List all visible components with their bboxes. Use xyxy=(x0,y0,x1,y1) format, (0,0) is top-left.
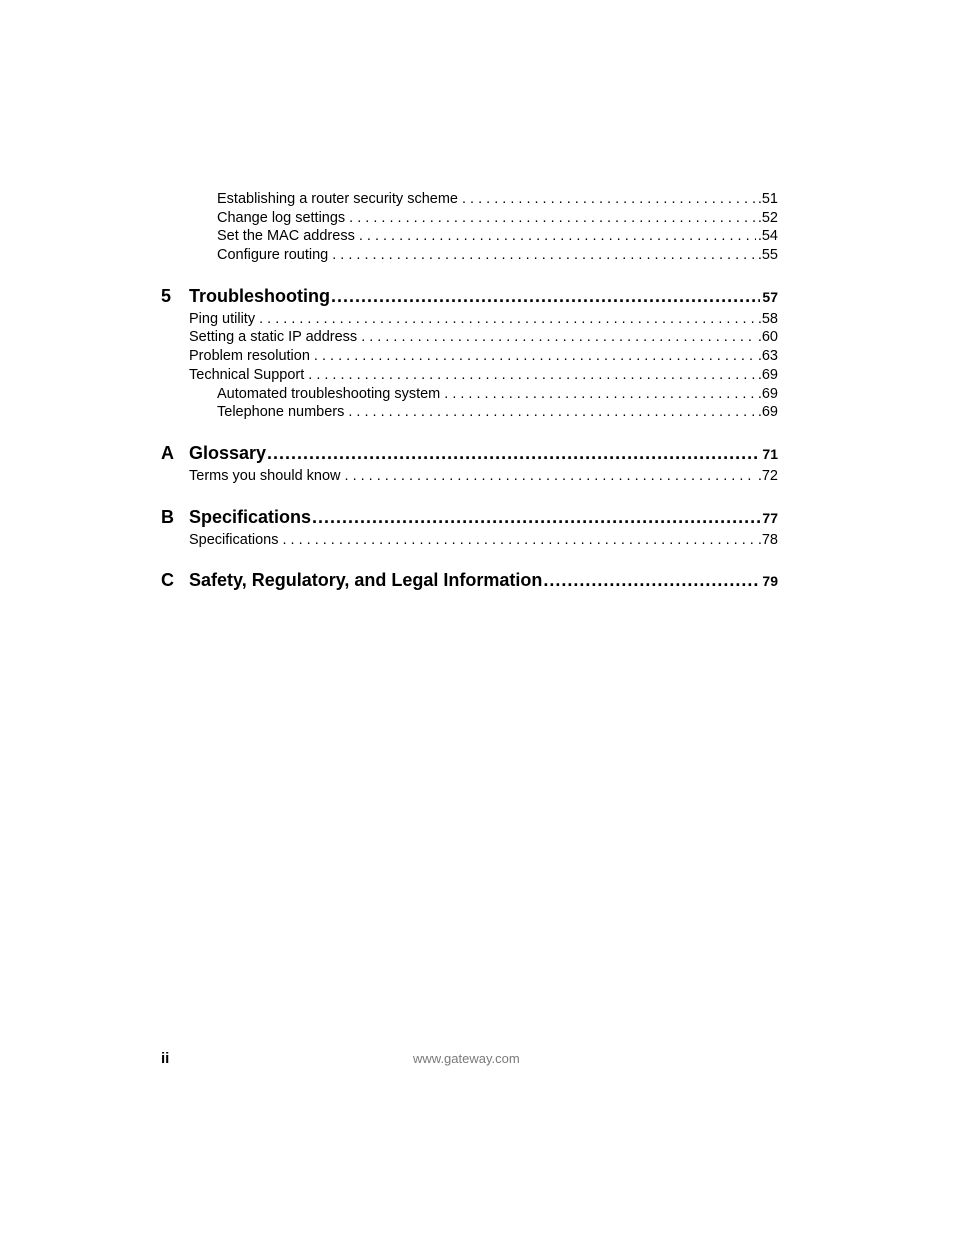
toc-entry-page: .52 xyxy=(757,209,778,226)
toc-entry[interactable] xyxy=(161,403,778,422)
toc-entry-page: .55 xyxy=(757,247,778,264)
table-of-contents xyxy=(161,190,778,593)
toc-entry-page: .72 xyxy=(757,467,778,484)
chapter-page: 77 xyxy=(762,509,778,526)
toc-entry-title: Setting a static IP address xyxy=(189,329,358,346)
dot-leader xyxy=(361,328,756,347)
dot-leader xyxy=(348,403,755,422)
chapter-number: 5 xyxy=(161,285,172,306)
toc-entry-page: .78 xyxy=(757,531,778,548)
dot-leader xyxy=(267,440,760,466)
toc-entry-page: .69 xyxy=(757,404,778,421)
dot-leader xyxy=(282,531,755,550)
chapter-number: A xyxy=(161,442,174,463)
chapter-title: Safety, Regulatory, and Legal Information xyxy=(189,570,543,591)
dot-leader xyxy=(444,385,756,404)
toc-entry[interactable] xyxy=(161,328,778,347)
chapter-number: B xyxy=(161,506,174,527)
toc-chapter-troubleshooting[interactable] xyxy=(161,283,778,309)
toc-entry[interactable] xyxy=(161,227,778,246)
toc-entry-page: .69 xyxy=(757,366,778,383)
dot-leader xyxy=(331,283,760,309)
chapter-title: Specifications xyxy=(189,506,312,527)
toc-entry[interactable] xyxy=(161,366,778,385)
toc-entry[interactable] xyxy=(161,531,778,550)
toc-entry[interactable] xyxy=(161,310,778,329)
toc-entry-page: .54 xyxy=(757,228,778,245)
toc-entry-page: .69 xyxy=(757,385,778,402)
toc-entry-page: .58 xyxy=(757,310,778,327)
toc-entry-title: Terms you should know xyxy=(189,467,341,484)
footer-url[interactable]: www.gateway.com xyxy=(413,1051,520,1066)
toc-chapter-glossary[interactable] xyxy=(161,440,778,466)
toc-entry[interactable] xyxy=(161,385,778,404)
toc-entry-page: .51 xyxy=(757,191,778,207)
chapter-page: 79 xyxy=(762,573,778,590)
chapter-title: Glossary xyxy=(189,442,267,463)
dot-leader xyxy=(308,366,756,385)
spacer xyxy=(161,549,778,567)
chapter-page: 57 xyxy=(762,288,778,305)
toc-entry-title: Automated troubleshooting system xyxy=(217,385,441,402)
toc-entry[interactable] xyxy=(161,347,778,366)
toc-entry-title: Ping utility xyxy=(189,310,256,327)
dot-leader xyxy=(332,246,756,265)
toc-entry[interactable] xyxy=(161,246,778,265)
toc-entry-title: Telephone numbers xyxy=(217,404,345,421)
chapter-title: Troubleshooting xyxy=(189,285,330,306)
dot-leader xyxy=(345,467,756,486)
toc-chapter-specifications[interactable] xyxy=(161,504,778,530)
toc-entry-title: Problem resolution xyxy=(189,348,310,365)
dot-leader xyxy=(259,310,756,329)
spacer xyxy=(161,265,778,283)
spacer xyxy=(161,422,778,440)
dot-leader xyxy=(359,227,756,246)
dot-leader xyxy=(314,347,756,366)
toc-entry[interactable] xyxy=(161,190,778,209)
spacer xyxy=(161,486,778,504)
dot-leader xyxy=(543,567,760,593)
toc-entry-title: Change log settings xyxy=(217,209,346,226)
toc-entry-title: Set the MAC address xyxy=(217,228,355,245)
chapter-number: C xyxy=(161,570,174,591)
toc-entry-title: Establishing a router security scheme xyxy=(217,191,458,207)
toc-entry-page: .60 xyxy=(757,329,778,346)
toc-entry-title: Configure routing xyxy=(217,247,329,264)
toc-entry-title: Technical Support xyxy=(189,366,305,383)
chapter-page: 71 xyxy=(762,445,778,462)
dot-leader xyxy=(349,209,756,228)
toc-entry[interactable] xyxy=(161,467,778,486)
dot-leader xyxy=(462,190,756,209)
toc-entry[interactable] xyxy=(161,209,778,228)
dot-leader xyxy=(312,504,760,530)
toc-entry-page: .63 xyxy=(757,348,778,365)
toc-chapter-safety[interactable] xyxy=(161,567,778,593)
toc-entry-title: Specifications xyxy=(189,531,279,548)
footer-page-number: ii xyxy=(161,1050,170,1067)
